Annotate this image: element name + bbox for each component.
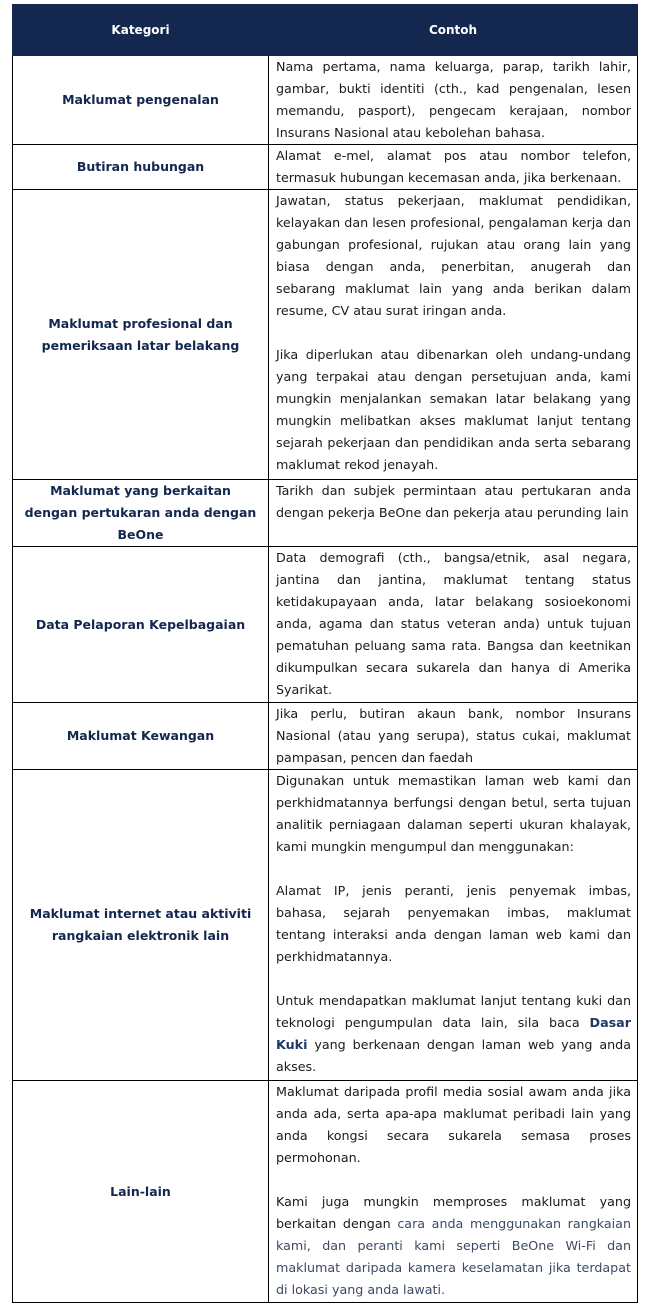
table-row: [13, 56, 638, 145]
example-cell: [269, 480, 638, 547]
example-text: Nama pertama, nama keluarga, parap, tarikh lahir, gambar, bukti identiti (cth., kad pengenalan, lesen memandu, pasport), pengecam kerajaan, nombor Insurans Nasional atau kebolehan bahasa.: [276, 59, 631, 140]
category-cell: Maklumat profesional dan pemeriksaan latar belakang: [13, 190, 269, 480]
example-text: Tarikh dan subjek permintaan atau pertukaran anda dengan pekerja BeOne dan pekerja atau perunding lain: [276, 483, 631, 520]
category-cell: Butiran hubungan: [13, 145, 269, 190]
example-text: Jika diperlukan atau dibenarkan oleh undang-undang yang terpakai atau dengan persetujuan anda, kami mungkin menjalankan semakan latar belakang yang mungkin melibatkan akses maklumat lanjut tentang sejarah pekerjaan dan pendidikan anda serta sebarang maklumat rekod jenayah.: [276, 347, 631, 472]
table-row: [13, 190, 638, 480]
table-row: [13, 1081, 638, 1303]
example-text: Jika perlu, butiran akaun bank, nombor Insurans Nasional (atau yang serupa), status cukai, maklumat pampasan, pencen dan faedah: [276, 706, 631, 765]
header-kategori: Kategori: [13, 5, 269, 56]
example-text: Jawatan, status pekerjaan, maklumat pendidikan, kelayakan dan lesen profesional, pengalaman kerja dan gabungan profesional, rujukan atau orang lain yang biasa dengan anda, penerbitan, anugerah dan sebarang maklumat lain yang anda berikan dalam resume, CV atau surat iringan anda.: [276, 193, 631, 318]
table-row: [13, 547, 638, 703]
example-cell: [269, 1081, 638, 1303]
example-text: Maklumat daripada profil media sosial awam anda jika anda ada, serta apa-apa maklumat peribadi lain yang anda kongsi secara sukarela semasa proses permohonan.: [276, 1084, 631, 1165]
cookie-policy-link[interactable]: Dasar Kuki: [276, 1015, 631, 1052]
category-cell: Data Pelaporan Kepelbagaian: [13, 547, 269, 703]
table-row: [13, 770, 638, 1081]
example-cell: [269, 703, 638, 770]
example-text: Untuk mendapatkan maklumat lanjut tentang kuki dan teknologi pengumpulan data lain, sila baca Dasar Kuki yang berkenaan dengan laman web yang anda akses.: [276, 993, 631, 1074]
category-cell: Maklumat internet atau aktiviti rangkaian elektronik lain: [13, 770, 269, 1081]
category-cell: Maklumat Kewangan: [13, 703, 269, 770]
personal-data-categories-table: [12, 4, 638, 1303]
category-cell: Lain-lain: [13, 1081, 269, 1303]
example-text: Alamat e-mel, alamat pos atau nombor telefon, termasuk hubungan kecemasan anda, jika berkenaan.: [276, 148, 631, 185]
category-cell: Maklumat yang berkaitan dengan pertukaran anda dengan BeOne: [13, 480, 269, 547]
example-text: Alamat IP, jenis peranti, jenis penyemak imbas, bahasa, sejarah penyemakan imbas, maklumat tentang interaksi anda dengan laman web kami dan perkhidmatannya.: [276, 883, 631, 964]
example-cell: [269, 145, 638, 190]
example-text: Kami juga mungkin memproses maklumat yang berkaitan dengan cara anda menggunakan rangkaian kami, dan peranti kami seperti BeOne Wi-Fi dan maklumat daripada kamera keselamatan jika terdapat di lokasi yang anda lawati.: [276, 1194, 631, 1297]
example-text: Data demografi (cth., bangsa/etnik, asal negara, jantina dan jantina, maklumat tentang status ketidakupayaan anda, latar belakang sosioekonomi anda, agama dan status veteran anda) untuk tujuan pematuhan peluang sama rata. Bangsa dan keetnikan dikumpulkan secara sukarela dan hanya di Amerika Syarikat.: [276, 550, 631, 697]
example-text: Digunakan untuk memastikan laman web kami dan perkhidmatannya berfungsi dengan betul, serta tujuan analitik perniagaan dalaman seperti ukuran khalayak, kami mungkin mengumpul dan menggunakan:: [276, 773, 631, 854]
example-cell: [269, 190, 638, 480]
example-cell: [269, 547, 638, 703]
example-cell: [269, 56, 638, 145]
header-row: [13, 5, 638, 56]
header-contoh: Contoh: [269, 5, 638, 56]
table-row: [13, 480, 638, 547]
category-cell: Maklumat pengenalan: [13, 56, 269, 145]
example-cell: [269, 770, 638, 1081]
table-row: [13, 703, 638, 770]
table-row: [13, 145, 638, 190]
